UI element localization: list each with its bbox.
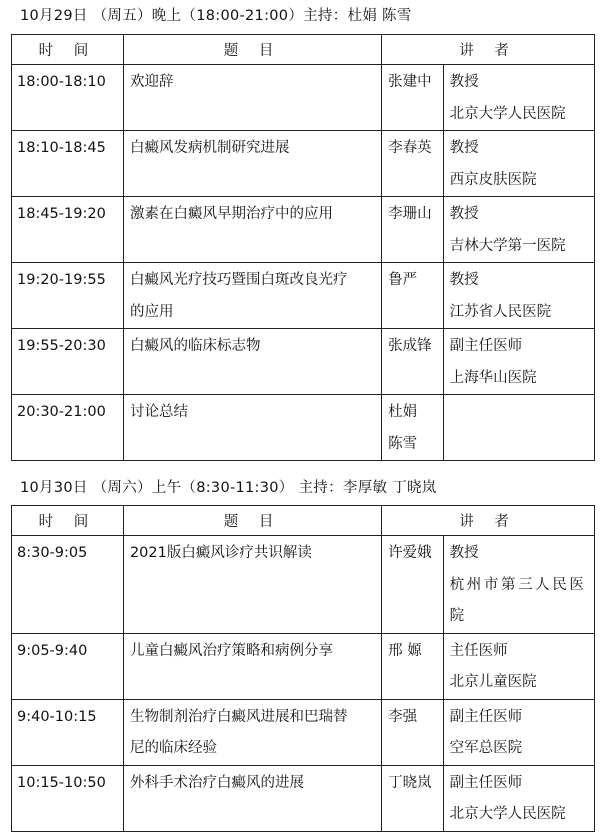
speaker-name: 张成锋 — [388, 338, 432, 354]
speaker-title: 副主任医师 — [449, 708, 523, 725]
speaker-hospital: 西京皮肤医院 — [449, 171, 537, 188]
speaker-hospital-continued: 院 — [449, 608, 465, 624]
speaker-hospital: 北京儿童医院 — [449, 674, 537, 690]
time-cell: 20:30-21:00 — [17, 404, 106, 420]
time-cell: 10:15-10:50 — [17, 774, 106, 791]
speaker-hospital: 吉林大学第一医院 — [449, 237, 566, 254]
speaker-title: 主任医师 — [449, 642, 508, 659]
speaker-name-second: 陈雪 — [388, 435, 418, 452]
speaker-hospital: 空军总医院 — [449, 740, 523, 756]
table-row — [12, 329, 595, 395]
speaker-hospital: 杭州市第三人民医 — [449, 576, 587, 593]
table-row — [12, 699, 595, 765]
topic-cell-continued: 尼的临床经验 — [129, 740, 217, 756]
speaker-name: 李珊山 — [388, 206, 432, 222]
table-row — [12, 765, 595, 831]
column-header-topic: 题 目 — [123, 35, 381, 65]
topic-cell: 讨论总结 — [129, 404, 188, 420]
column-header-speaker: 讲 者 — [382, 35, 595, 65]
speaker-hospital: 北京大学人民医院 — [449, 806, 566, 822]
speaker-name: 李春英 — [388, 140, 432, 156]
topic-cell: 2021版白癜风诊疗共识解读 — [129, 545, 312, 561]
speaker-title: 副主任医师 — [449, 774, 523, 791]
time-cell: 18:00-18:10 — [17, 74, 106, 90]
table-row — [12, 395, 595, 461]
topic-cell: 白癜风光疗技巧暨围白斑改良光疗 — [129, 272, 348, 288]
speaker-name: 丁晓岚 — [388, 774, 432, 791]
topic-cell: 白癜风的临床标志物 — [129, 338, 261, 354]
time-cell: 19:20-19:55 — [17, 272, 106, 288]
table-row — [12, 197, 595, 263]
table-row — [12, 536, 595, 634]
speaker-hospital: 北京大学人民医院 — [449, 105, 566, 122]
topic-cell: 生物制剂治疗白癜风进展和巴瑞替 — [129, 708, 348, 725]
time-cell: 18:45-19:20 — [17, 206, 106, 222]
schedule-table-1 — [11, 34, 595, 461]
table-row — [12, 263, 595, 329]
column-header-speaker: 讲 者 — [382, 506, 595, 536]
time-cell: 8:30-9:05 — [17, 545, 88, 561]
speaker-name: 杜娟 — [388, 404, 418, 420]
time-cell: 9:05-9:40 — [17, 642, 88, 659]
table-row — [12, 65, 595, 131]
session-2-header: 10月30日 （周六）上午（8:30-11:30） 主持：李厚敏 丁晓岚 — [20, 480, 437, 496]
header-row — [12, 506, 595, 536]
topic-cell: 外科手术治疗白癜风的进展 — [129, 774, 304, 791]
header-row — [12, 35, 595, 65]
speaker-hospital: 上海华山医院 — [449, 369, 537, 386]
schedule-table-2 — [11, 505, 595, 832]
topic-cell-continued: 的应用 — [129, 303, 174, 320]
speaker-title: 教授 — [449, 272, 479, 288]
time-cell: 18:10-18:45 — [17, 140, 106, 156]
speaker-title: 教授 — [449, 545, 479, 561]
time-cell: 9:40-10:15 — [17, 708, 97, 725]
time-cell: 19:55-20:30 — [17, 338, 106, 354]
column-header-time: 时 间 — [12, 506, 124, 536]
topic-cell: 白癜风发病机制研究进展 — [129, 140, 290, 156]
speaker-title: 教授 — [449, 140, 479, 156]
speaker-name: 许爱娥 — [388, 545, 432, 561]
empty-cell — [443, 395, 594, 461]
speaker-hospital: 江苏省人民医院 — [449, 303, 552, 320]
speaker-name: 张建中 — [388, 74, 432, 90]
table-row — [12, 633, 595, 699]
column-header-topic: 题 目 — [123, 506, 381, 536]
topic-cell: 激素在白癜风早期治疗中的应用 — [129, 206, 333, 222]
session-1-header: 10月29日 （周五）晚上（18:00-21:00）主持：杜娟 陈雪 — [20, 8, 412, 24]
speaker-title: 副主任医师 — [449, 338, 523, 354]
speaker-name: 邢 嫄 — [388, 642, 422, 659]
table-row — [12, 131, 595, 197]
column-header-time: 时 间 — [12, 35, 124, 65]
topic-cell: 欢迎辞 — [129, 74, 174, 90]
speaker-name: 李强 — [388, 708, 418, 725]
topic-cell: 儿童白癜风治疗策略和病例分享 — [129, 642, 333, 659]
speaker-name: 鲁严 — [388, 272, 418, 288]
speaker-title: 教授 — [449, 74, 479, 90]
speaker-title: 教授 — [449, 206, 479, 222]
